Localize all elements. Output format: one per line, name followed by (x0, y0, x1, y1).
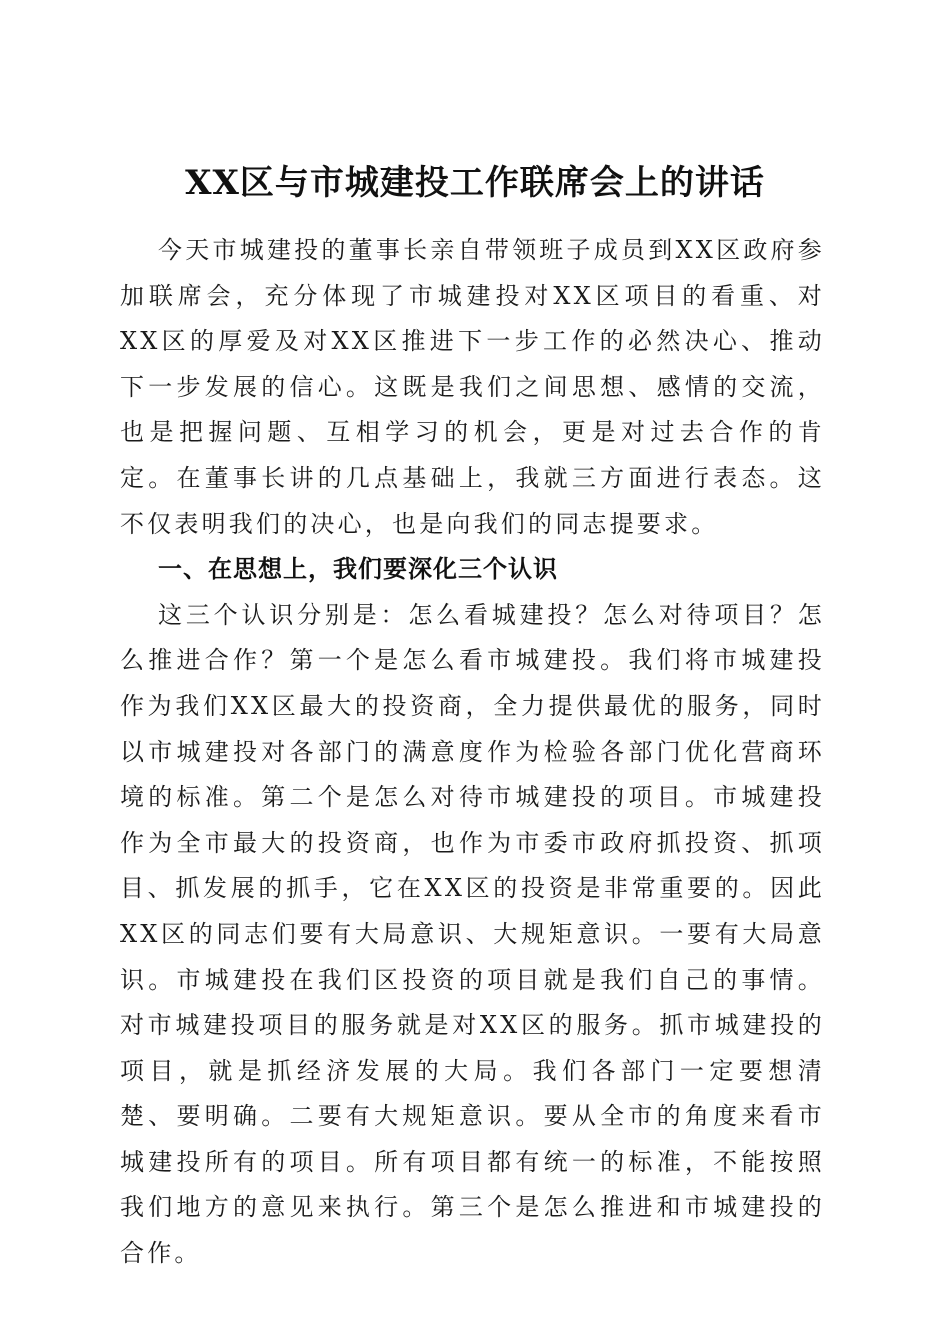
paragraph-intro: 今天市城建投的董事长亲自带领班子成员到XX区政府参加联席会，充分体现了市城建投对XX区项目的看重、对XX区的厚爱及对XX区推进下一步工作的必然决心、推动下一步发展的信心。这既是我们之间思想、感情的交流，也是把握问题、互相学习的机会，更是对过去合作的肯定。在董事长讲的几点基础上，我就三方面进行表态。这不仅表明我们的决心，也是向我们的同志提要求。 (120, 236, 825, 538)
document-body (120, 228, 825, 1277)
section-heading-1: 一、在思想上，我们要深化三个认识 (158, 555, 558, 584)
paragraph-three-understandings: 这三个认识分别是：怎么看城建投？怎么对待项目？怎么推进合作？第一个是怎么看市城建投。我们将市城建投作为我们XX区最大的投资商，全力提供最优的服务，同时以市城建投对各部门的满意度作为检验各部门优化营商环境的标准。第二个是怎么对待市城建投的项目。市城建投作为全市最大的投资商，也作为市委市政府抓投资、抓项目、抓发展的抓手，它在XX区的投资是非常重要的。因此XX区的同志们要有大局意识、大规矩意识。一要有大局意识。市城建投在我们区投资的项目就是我们自己的事情。对市城建投项目的服务就是对XX区的服务。抓市城建投的项目，就是抓经济发展的大局。我们各部门一定要想清楚、要明确。二要有大规矩意识。要从全市的角度来看市城建投所有的项目。所有项目都有统一的标准，不能按照我们地方的意见来执行。第三个是怎么推进和市城建投的合作。 (120, 600, 825, 1268)
document-title: XX区与市城建投工作联席会上的讲话 (185, 162, 765, 203)
